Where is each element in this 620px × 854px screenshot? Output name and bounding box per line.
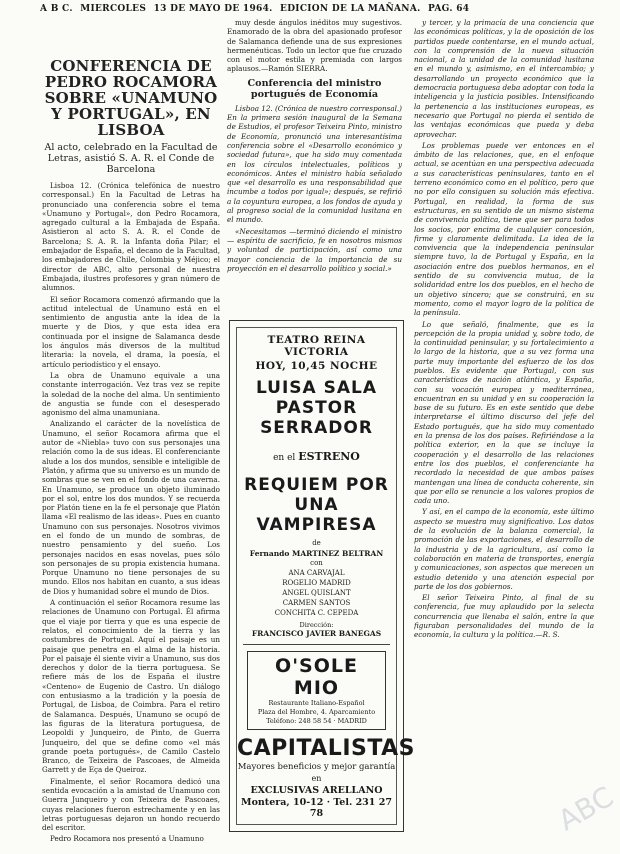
capitalistas-address: Montera, 10-12 · Tel. 231 27 78 [241,797,392,819]
header-day: MIERCOLES [80,4,147,14]
capitalistas-company: EXCLUSIVAS ARELLANO [250,785,383,796]
capitalistas-title: CAPITALISTAS [237,736,416,761]
premiere-word: ESTRENO [298,450,360,463]
page-header [40,4,610,14]
divider [243,644,390,645]
restaurant-phone: Teléfono: 248 58 54 · MADRID [266,717,367,725]
cast-member: CONCHITA C. CEPEDA [274,609,359,617]
article-column-3 [414,18,594,642]
cast-member: ANGEL QUISLANT [282,589,351,597]
play-title [237,475,396,535]
article-paragraph: muy desde ángulos inéditos muy sugestivos. Enamorado de la obra del apasionado profesor de Salamanca defiende una de sus expresiones hermenéuticas. Todo un lector que fue cruzado con el motor estila y premiada con largos aplausos.—Ramón SIERRA. [227,18,402,74]
restaurant-ad [247,651,386,730]
article-paragraph: El señor Rocamora comenzó afirmando que la actitud intelectual de Unamuno está en el sentimiento de angustia ante la idea de la muerte y de Dios, y que esta idea era continuada por el insigne de Salamanca desde los ángulos más diversos de la multitud literaria: la novela, el drama, la poesía, el artículo periodístico y el ensayo. [42,294,220,369]
abc-watermark: ABC [552,779,619,838]
play-title-line: UNA VAMPIRESA [256,495,377,535]
director-name: FRANCISCO JAVIER BANEGAS [251,629,382,638]
article-paragraph: A continuación el señor Rocamora resume las relaciones de Unamuno con Portugal. Él afirma que el viaje por tierra y que es una especie de relatos, el conocimiento de la tierra y las costumbres de Portugal. Aquí el paisaje es un paisaje que penetra en el alma de la historia. Por el paisaje él siente vivir a Unamuno, sus dos derechos y dolor de la tierra portuguesa. Se refiere más de los de España el ilustre «Centeno» de Eugenio de Castro. Un diálogo con entusiasmo a la tradición y la poesía de Portugal, de Lisboa, de Coimbra. Para el retiro de Salamanca. Después, Unamuno se ocupó de las figuras de la literatura portuguesa, de Leopoldi y Junqueiro, de Pinto, de Guerra Junqueiro, del que se define como «el más grande poeta portugués», de Camilo Castelo Branco, de Teixeira de Pascoaes, de Almeida Garrett y de Eça de Queiroz. [42,598,220,775]
article-paragraph: «Necesitamos —terminó diciendo el ministro— espíritu de sacrificio, fe en nosotros mismos y voluntad de participación, así como una mayor conciencia de la importancia de su proyección en el desarrollo político y social.» [227,226,402,273]
actor-name: LUISA SALA [255,378,378,398]
restaurant-type: Restaurante Italiano-Español [268,699,365,707]
article-deck: Al acto, celebrado en la Facultad de Letras, asistió S. A. R. el Conde de Barcelona [44,142,218,175]
article-paragraph: Lo que señaló, finalmente, que es la percepción de la propia unidad y, sobre todo, de la continuidad peninsular, y su fortalecimiento a lo largo de la historia, que a su vez forma una parte muy importante del esfuerzo de los dos pueblos. Es evidente que Portugal, con sus características de nación atlántica, y España, con su vocación europea y mediterránea, encuentran en su unidad y en su cooperación la base de su futuro. Es en este sentido que debe interpretarse el último discurso del jefe del Estado portugués, que ha sido muy comentado en la prensa de los dos países. Refiriéndose a la política exterior, en la que se incluye la cooperación y el desarrollo de las relaciones entre los dos pueblos, el conferenciante ha recordado la necesidad de que ambos países mantengan una línea de conducta coherente, sin que por ello se renuncie a los valores propios de cada uno. [414,319,594,506]
restaurant-name: O'SOLE MIO [275,655,358,699]
premiere-label [237,450,396,463]
cast-member: ANA CARVAJAL [288,569,345,577]
capitalistas-en: en [311,774,322,783]
article-column-2 [227,18,402,275]
header-page: PAG. 64 [427,4,470,14]
by-label: de [312,539,321,547]
article-paragraph: y tercer, y la primacía de una conciencia que las económicas políticas, y la de oposición de los partidos puede contentarse, en el mundo actual, con la comprensión de la nueva situación nacional, a la unidad de la comunidad lusitana en el mundo y, asimismo, en el intercambio; y desarrollando un proyecto económico que la democracia portuguesa deba adoptar con toda la inteligencia y la justicia posibles. Intensificando la pertenencia a las instituciones europeas, es necesario que Portugal no pierda el sentido de las ventajas económicas que pueda y deba aprovechar. [414,18,594,139]
cast-list [237,568,396,618]
article-paragraph: Lisboa 12. (Crónica de nuestro corresponsal.) En la primera sesión inaugural de la Semana de Estudios, el profesor Teixeira Pinto, ministro de Economía, pronunció una interesantísima conferencia sobre el «Desarrollo económico y sociedad futura», que ha sido muy comentada en los círculos intelectuales, políticos y económicos. Antes el ministro había señalado que «el desarrollo es una responsabilidad que incumbe a todos por igual»; después, se refirió a la coyuntura europea, a los fondos de ayuda y al progreso social de la comunidad lusitana en el mundo. [227,103,402,225]
paper-name: A B C. [40,4,73,14]
article-subhead: Conferencia del ministro portugués de Economía [247,77,382,100]
play-title-line: REQUIEM POR [244,475,389,495]
premiere-prefix: en el [273,453,296,463]
article-column-1 [42,18,220,846]
lead-actors [237,378,396,438]
header-date: 13 DE MAYO DE 1964. [153,4,273,14]
article-paragraph: La obra de Unamuno equivale a una constante interrogación. Vez tras vez se repite la soledad de la noche del alma. Un sentimiento de angustia se funde con el desesperado agonismo del alma unamuniana. [42,370,220,418]
advertisement-frame [236,327,416,825]
article-paragraph: Los problemas puede ver entonces en el ámbito de las relaciones, que, en el enfoque actual, se acentúan en una perspectiva adecuada a sus características peninsulares, tanto en el terreno económico como en el político, pero que no por ello consiguen su solución más efectiva. Portugal, en realidad, la forma de sus estructuras, en su sentido de un mismo sistema de convivencia política, tiene que ser para todos los socios, por encima de cualquier concesión, firme y claramente delimitada. La idea de la convivencia que la independencia peninsular siempre tuvo, la de Portugal y España, en la asociación entre dos pueblos hermanos, en el sentido de su convivencia mutua, de la solidaridad entre los dos pueblos, en el hecho de un objetivo sincero; que se construirá, en su momento, como el mayor logro de la política de la península. [414,140,594,318]
article-paragraph: El señor Teixeira Pinto, al final de su conferencia, fue muy aplaudido por la selecta concurrencia que llenaba el salón, entre la que figuraban personalidades del mundo de la economía, la cultura y la política.—R. S. [414,593,594,640]
article-paragraph: Pedro Rocamora nos presentó a Unamuno [50,834,204,844]
cast-member: ROGELIO MADRID [282,579,351,587]
article-paragraph: Analizando el carácter de la novelística de Unamuno, el señor Rocamora afirma que el autor de «Niebla» tuvo con sus personajes una relación como la de sus ideas. El conferenciante alude a los dos mundos, sensible e inteligible de Platón, y afirma que su universo es un mundo de sombras que se ven en el fondo de una caverna. En Unamuno, se produce un objeto iluminado por el sol, entre los dos mundos. Y se recuerda por Platón tiene en la fe el personaje que Platón llama «El realismo de las ideas». Pues en cuanto Unamuno con sus personajes. Nosotros vivimos en el fondo de un mundo de sombras, de nuestro pensamiento y del sueño. Los personajes nacidos en esas novelas, pues sólo son personajes de su propia existencia humana. Porque Unamuno no tiene personajes de su mundo. Ellos nos habitan en cuanto, a sus ideas de Dios y humanidad sobre el mundo de Dios. [42,419,220,596]
article-paragraph: Y así, en el campo de la economía, este último aspecto se muestra muy significativo. Los datos de la evolución de la balanza comercial, la promoción de las exportaciones, el desarrollo de la industria y de la agricultura, así como la colaboración en materia de transportes, energía y comunicaciones, son aspectos que merecen un estudio detenido y una atención especial por parte de los dos gobiernos. [414,507,594,591]
article-headline: CONFERENCIA DE PEDRO ROCAMORA SOBRE «UNAMUNO Y PORTUGAL», EN LISBOA [44,57,218,139]
show-time: HOY, 10,45 NOCHE [255,360,378,372]
header-edition: EDICION DE LA MAÑANA. [280,4,421,14]
theater-advertisement [229,320,416,832]
cast-member: CARMEN SANTOS [282,599,351,607]
with-label: con [310,559,323,567]
director-label: Dirección: [299,621,334,629]
restaurant-address: Plaza del Hombre, 4. Aparcamiento [257,708,376,716]
theater-name: TEATRO REINA VICTORIA [267,334,366,358]
article-paragraph: Lisboa 12. (Crónica telefónica de nuestro corresponsal.) En la Facultad de Letras ha pronunciado una conferencia sobre el tema «Unamuno y Portugal», don Pedro Rocamora, agregado cultural a la Embajada de España. Asistieron al acto S. A. R. el Conde de Barcelona; S. A. R. la Infanta doña Pilar; el embajador de España, el decano de la Facultad, los embajadores de Chile, Colombia y Méjico; el director de ABC, alto personal de nuestra Embajada, ilustres profesores y gran número de alumnos. [42,181,220,293]
play-author: Fernando MARTINEZ BELTRAN [249,549,384,558]
actor-name: PASTOR SERRADOR [260,398,373,438]
capitalistas-slogan: Mayores beneficios y mejor garantía [237,762,396,772]
article-paragraph: Finalmente, el señor Rocamora dedicó una sentida evocación a la amistad de Unamuno con Guerra Junqueiro y con Teixeira de Pascoaes, cuyas relaciones fueron estrechamente y en las letras portuguesas dejaron un hondo recuerdo del escritor. [42,776,220,833]
